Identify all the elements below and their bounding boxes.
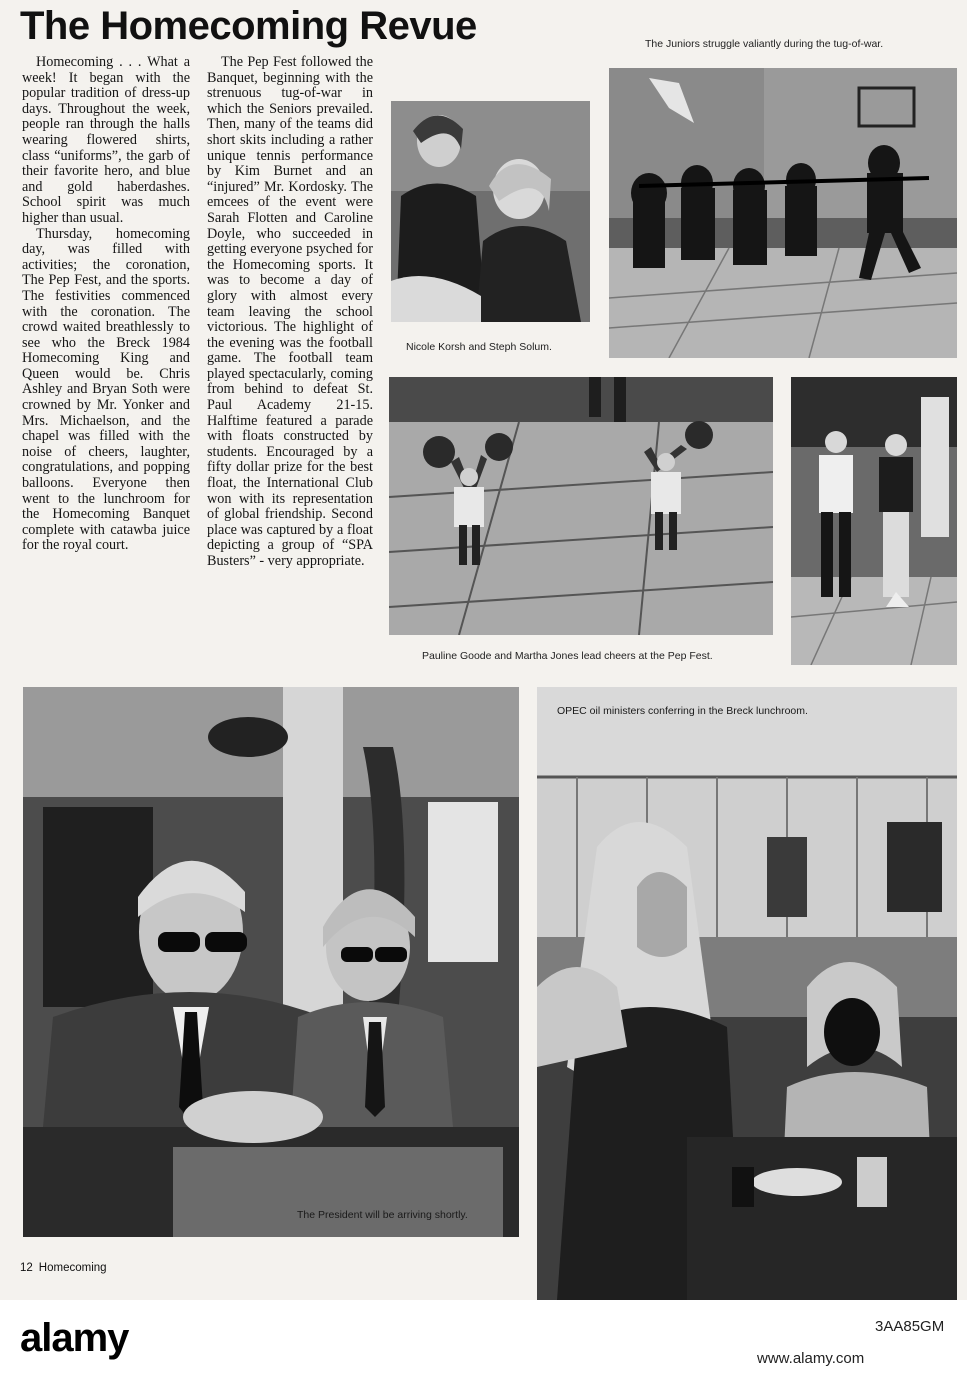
photo-gym-skit xyxy=(791,377,957,665)
article-paragraph: The Pep Fest followed the Banquet, beginning with the strenuous tug-of-war in which the Seniors prevailed. Then, many of the teams did short skits including a rather unique tennis performance by Kim Burnet and an “injured” Mr. Kordosky. The emcees of the event were Sarah Flotten and Caroline Doyle, who succeeded in getting everyone psyched for the Homecoming sports. It was to become a day of glory with almost every team leaving the school victorious. The highlight of the evening was the football game. The football team played spectacularly, coming from behind to defeat St. Paul Academy 21-15. Halftime featured a parade with floats constructed by students. Encouraged by a fifty dollar prize for the best float, the International Club won with its representation of global friendship. Second place was captured by a float depicting a group of “SPA Busters” - very appropriate. xyxy=(207,54,373,569)
cheers-caption: Pauline Goode and Martha Jones lead cheers at the Pep Fest. xyxy=(422,650,713,662)
photo-cheerleaders xyxy=(389,377,773,635)
article-paragraph: Homecoming . . . What a week! It began with the popular tradition of dress-up days. Throughout the week, people ran through the halls wearing flowered shirts, class “uniforms”, the garb of their favorite hero, and blue and gold haberdashes. School spirit was much higher than usual. xyxy=(22,54,190,226)
photo-opec xyxy=(537,687,957,1300)
article-paragraph: Thursday, homecoming day, was filled with activities; the coronation, The Pep Fest, and the sports. The festivities commenced with the coronation. The crowd waited breathlessly to see who the Breck 1984 Homecoming King and Queen would be. Chris Ashley and Bryan Soth were crowned by Mr. Yonker and Mrs. Michaelson, and the chapel was filled with the noise of cheers, laughter, congratulations, and popping balloons. Everyone then went to the lunchroom for the Homecoming Banquet complete with catawba juice for the royal court. xyxy=(22,225,190,554)
opec-caption: OPEC oil ministers conferring in the Breck lunchroom. xyxy=(557,705,808,717)
tug-of-war-caption: The Juniors struggle valiantly during the tug-of-war. xyxy=(645,38,884,50)
page-number: 12 xyxy=(20,1262,33,1274)
article-column-2 xyxy=(207,55,373,570)
watermark-bar xyxy=(0,1300,967,1390)
site-url: www.alamy.com xyxy=(757,1350,865,1367)
photo-girls xyxy=(391,101,590,322)
alamy-logo: alamy xyxy=(20,1316,129,1360)
president-caption: The President will be arriving shortly. xyxy=(297,1209,468,1221)
photo-tug-of-war xyxy=(609,68,957,358)
page-title: The Homecoming Revue xyxy=(20,4,477,48)
image-id: 3AA85GM xyxy=(875,1318,945,1335)
girls-caption: Nicole Korsh and Steph Solum. xyxy=(406,341,552,353)
article-column-1 xyxy=(22,55,190,554)
photo-president xyxy=(23,687,519,1237)
section-name: Homecoming xyxy=(38,1262,107,1274)
page-footer xyxy=(20,1262,113,1274)
